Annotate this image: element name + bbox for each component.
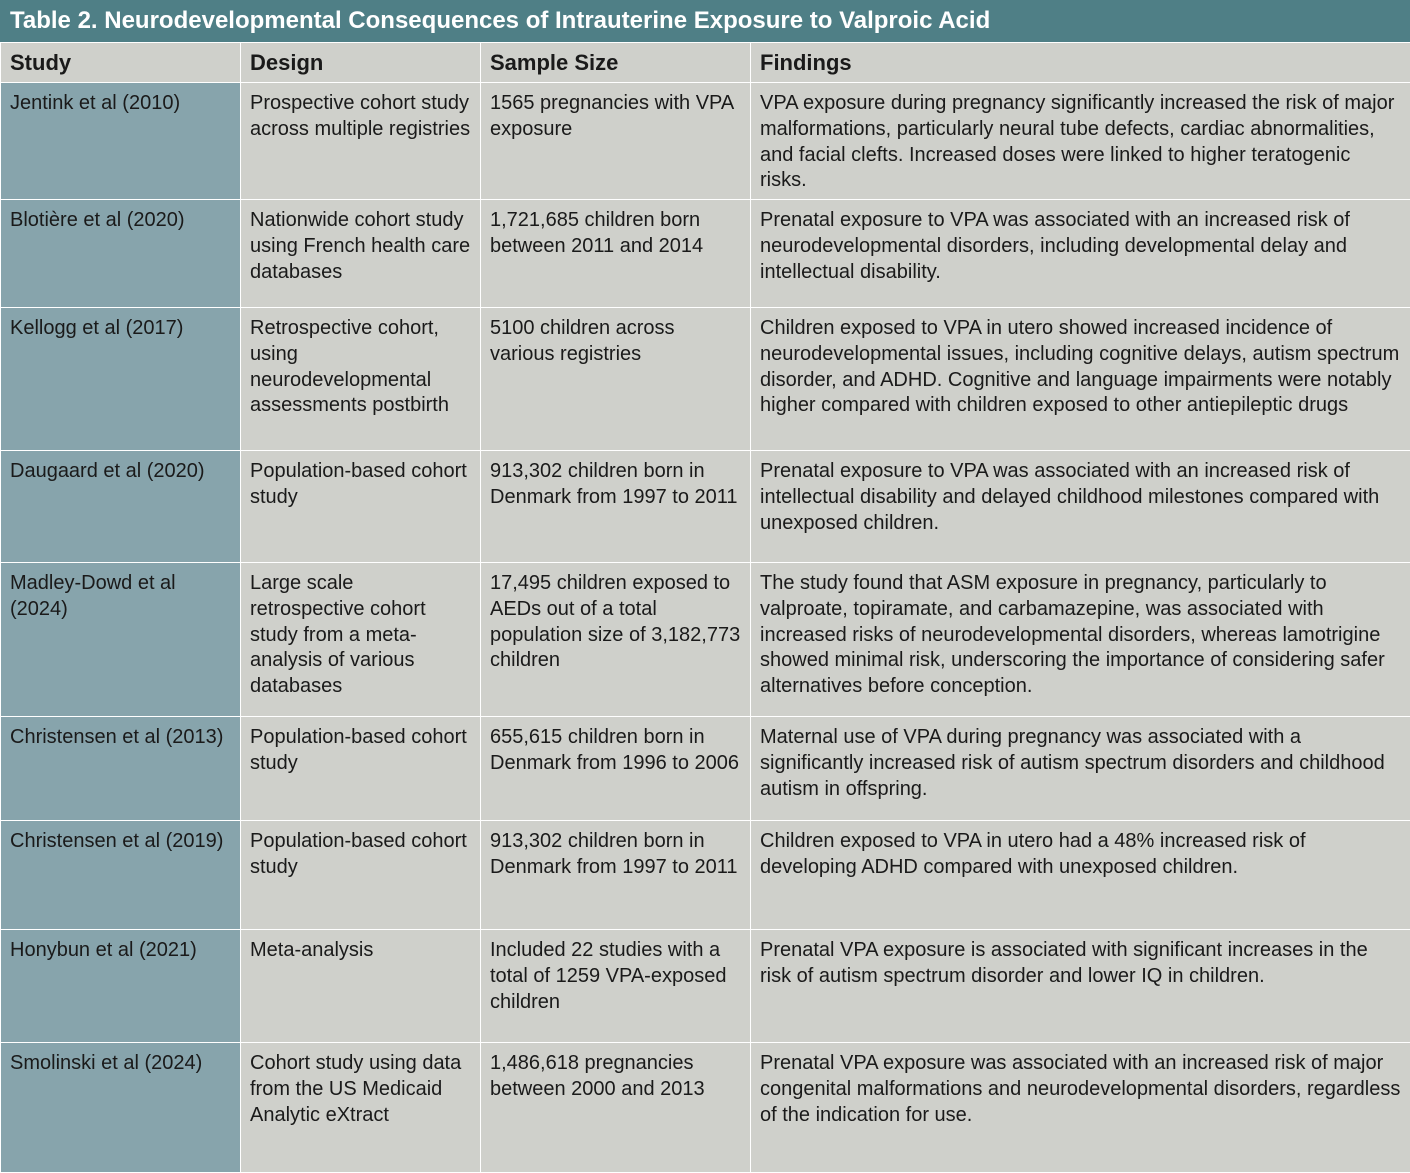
findings-cell: Prenatal VPA exposure was associated with an increased risk of major congenital malformations and neurodevelopmental disorders, regardless of the indication for use. — [751, 1043, 1410, 1173]
sample-size-cell: 655,615 children born in Denmark from 1996 to 2006 — [481, 717, 751, 821]
header-findings: Findings — [751, 43, 1410, 83]
study-cell: Honybun et al (2021) — [1, 930, 241, 1043]
findings-cell: Prenatal exposure to VPA was associated with an increased risk of intellectual disability and delayed childhood milestones compared with unexposed children. — [751, 451, 1410, 563]
design-cell: Large scale retrospective cohort study from a meta-analysis of various databases — [241, 563, 481, 717]
study-cell: Blotière et al (2020) — [1, 200, 241, 308]
design-cell: Nationwide cohort study using French health care databases — [241, 200, 481, 308]
study-cell: Christensen et al (2013) — [1, 717, 241, 821]
table-row — [1, 1043, 1410, 1173]
study-cell: Christensen et al (2019) — [1, 821, 241, 930]
table-row — [1, 821, 1410, 930]
table-row — [1, 200, 1410, 308]
table-row — [1, 83, 1410, 200]
study-cell: Kellogg et al (2017) — [1, 308, 241, 451]
sample-size-cell: Included 22 studies with a total of 1259 VPA-exposed children — [481, 930, 751, 1043]
study-cell: Jentink et al (2010) — [1, 83, 241, 200]
design-cell: Meta-analysis — [241, 930, 481, 1043]
study-cell: Madley-Dowd et al (2024) — [1, 563, 241, 717]
design-cell: Retrospective cohort, using neurodevelopmental assessments postbirth — [241, 308, 481, 451]
sample-size-cell: 913,302 children born in Denmark from 1997 to 2011 — [481, 821, 751, 930]
table-row — [1, 308, 1410, 451]
header-row — [1, 43, 1410, 83]
findings-cell: Children exposed to VPA in utero had a 48% increased risk of developing ADHD compared with unexposed children. — [751, 821, 1410, 930]
table-row — [1, 563, 1410, 717]
header-study: Study — [1, 43, 241, 83]
table-row — [1, 717, 1410, 821]
design-cell: Population-based cohort study — [241, 717, 481, 821]
sample-size-cell: 1,486,618 pregnancies between 2000 and 2013 — [481, 1043, 751, 1173]
findings-cell: Children exposed to VPA in utero showed increased incidence of neurodevelopmental issues, including cognitive delays, autism spectrum disorder, and ADHD. Cognitive and language impairments were notably higher compared with children exposed to other antiepileptic drugs — [751, 308, 1410, 451]
header-sample-size: Sample Size — [481, 43, 751, 83]
sample-size-cell: 5100 children across various registries — [481, 308, 751, 451]
table-row — [1, 451, 1410, 563]
sample-size-cell: 17,495 children exposed to AEDs out of a total population size of 3,182,773 children — [481, 563, 751, 717]
sample-size-cell: 1565 pregnancies with VPA exposure — [481, 83, 751, 200]
findings-cell: Prenatal exposure to VPA was associated with an increased risk of neurodevelopmental disorders, including developmental delay and intellectual disability. — [751, 200, 1410, 308]
findings-cell: Maternal use of VPA during pregnancy was associated with a significantly increased risk of autism spectrum disorders and childhood autism in offspring. — [751, 717, 1410, 821]
design-cell: Cohort study using data from the US Medicaid Analytic eXtract — [241, 1043, 481, 1173]
findings-cell: VPA exposure during pregnancy significantly increased the risk of major malformations, particularly neural tube defects, cardiac abnormalities, and facial clefts. Increased doses were linked to higher teratogenic risks. — [751, 83, 1410, 200]
design-cell: Prospective cohort study across multiple registries — [241, 83, 481, 200]
study-cell: Smolinski et al (2024) — [1, 1043, 241, 1173]
sample-size-cell: 1,721,685 children born between 2011 and 2014 — [481, 200, 751, 308]
table-caption: Table 2. Neurodevelopmental Consequences of Intrauterine Exposure to Valproic Acid — [0, 0, 1410, 42]
study-cell: Daugaard et al (2020) — [1, 451, 241, 563]
findings-cell: Prenatal VPA exposure is associated with significant increases in the risk of autism spectrum disorder and lower IQ in children. — [751, 930, 1410, 1043]
table-row — [1, 930, 1410, 1043]
design-cell: Population-based cohort study — [241, 821, 481, 930]
data-table — [0, 42, 1410, 1173]
header-design: Design — [241, 43, 481, 83]
sample-size-cell: 913,302 children born in Denmark from 1997 to 2011 — [481, 451, 751, 563]
findings-cell: The study found that ASM exposure in pregnancy, particularly to valproate, topiramate, and carbamazepine, was associated with increased risks of neurodevelopmental disorders, whereas lamotrigine showed minimal risk, underscoring the importance of considering safer alternatives before conception. — [751, 563, 1410, 717]
design-cell: Population-based cohort study — [241, 451, 481, 563]
